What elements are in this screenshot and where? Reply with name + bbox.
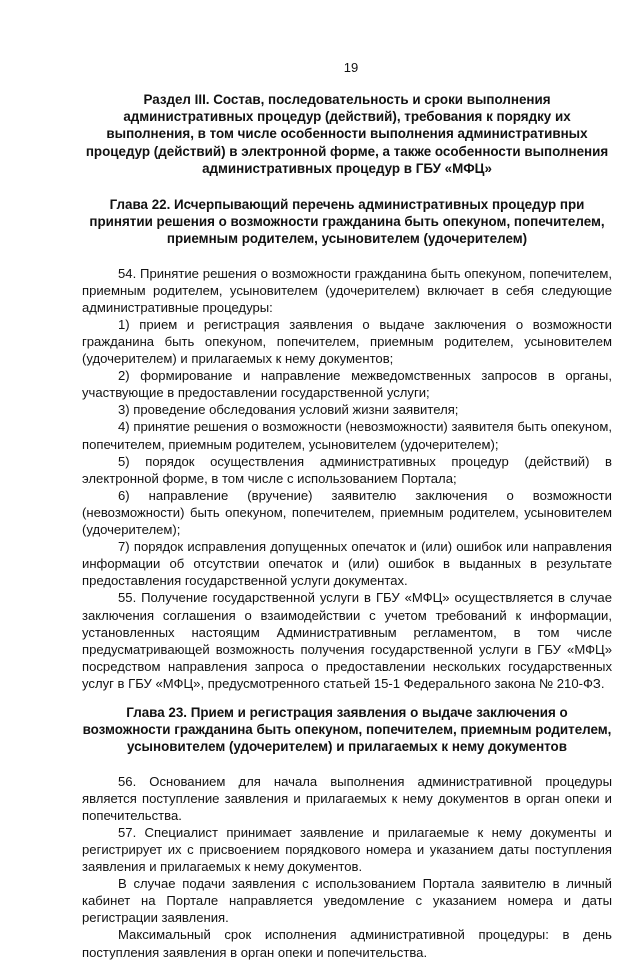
- chapter-22-heading: Глава 22. Исчерпывающий перечень административных процедур при принятии решения о возможности гражданина быть опекуном, попечителем, приемным родителем, усыновителем (удочерителем): [89, 197, 605, 247]
- paragraph-portal: В случае подачи заявления с использованием Портала заявителю в личный кабинет на Портале направляется уведомление с указанием номера и даты регистрации заявления.: [82, 876, 612, 926]
- paragraph-54: 54. Принятие решения о возможности гражданина быть опекуном, попечителем, приемным родителем, усыновителем (удочерителем) включает в себя следующие административные процедуры:: [82, 265, 612, 315]
- list-item-3: 3) проведение обследования условий жизни заявителя;: [118, 402, 459, 418]
- list-item-4: 4) принятие решения о возможности (невозможности) заявителя быть опекуном, попечителем, приемным родителем, усыновителем (удочерителем);: [82, 419, 612, 452]
- list-item-7: 7) порядок исправления допущенных опечаток и (или) ошибок или направления информации об отсутствии опечаток и (или) ошибок в выданных в результате предоставления государственной услуги документах.: [82, 539, 612, 589]
- list-item-2: 2) формирование и направление межведомственных запросов в органы, участвующие в предоставлении государственной услуги;: [82, 368, 612, 401]
- paragraph-57: 57. Специалист принимает заявление и прилагаемые к нему документы и регистрирует их с присвоением порядкового номера и указанием даты поступления заявления и прилагаемых к нему документов.: [82, 824, 612, 875]
- section-heading: Раздел III. Состав, последовательность и сроки выполнения административных процедур (действий), требования к порядку их выполнения, в том числе особенности выполнения административных процедур (действий) в электронной форме, а также особенности выполнения административных процедур в ГБУ «МФЦ»: [85, 92, 609, 176]
- list-item-1: 1) прием и регистрация заявления о выдаче заключения о возможности гражданина быть опекуном, попечителем, приемным родителем, усыновителем (удочерителем) и прилагаемых к нему документов;: [82, 316, 612, 367]
- paragraph-55: 55. Получение государственной услуги в ГБУ «МФЦ» осуществляется в случае заключения соглашения о взаимодействии с учетом требований к информации, установленных настоящим Административным регламентом, в том числе предусматривающей возможность получения государственной услуги в ГБУ «МФЦ» посредством направления запроса о предоставлении нескольких государственных услуг в ГБУ «МФЦ», предусмотренного статьей 15-1 Федерального закона № 210-ФЗ.: [82, 590, 612, 691]
- paragraph-max-term: Максимальный срок исполнения административной процедуры: в день поступления заявления в орган опеки и попечительства.: [82, 927, 612, 960]
- list-item-6: 6) направление (вручение) заявителю заключения о возможности (невозможности) быть опекуном, попечителем, приемным родителем, усыновителем (удочерителем);: [82, 487, 612, 538]
- paragraph-56: 56. Основанием для начала выполнения административной процедуры является поступление заявления и прилагаемых к нему документов в орган опеки и попечительства.: [82, 773, 612, 823]
- page-number: 19: [343, 60, 359, 75]
- chapter-23-heading: Глава 23. Прием и регистрация заявления о выдаче заключения о возможности гражданина быть опекуном, попечителем, приемным родителем, усыновителем (удочерителем) и прилагаемых к нему документов: [82, 704, 612, 755]
- list-item-5: 5) порядок осуществления административных процедур (действий) в электронной форме, в том числе с использованием Портала;: [82, 453, 612, 486]
